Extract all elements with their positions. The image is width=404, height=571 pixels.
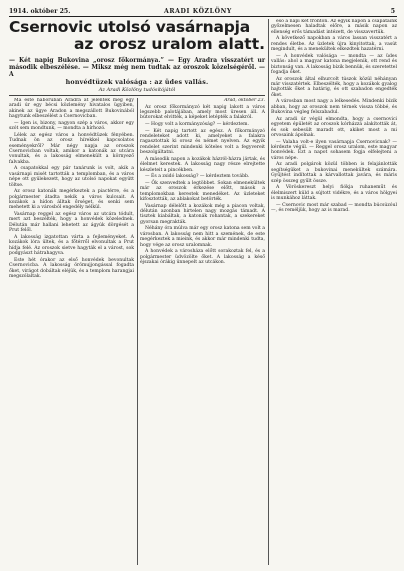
article-paragraph: Az orosz katonák megérkeztek a piactérre, és a polgármester átadta nekik a város kulcsait. A kozákok a hídon álltak őrséget, és senki sem mehetett ki a városból engedély nélkül. [9,189,134,211]
article-paragraph: A csapatokkal egy pár tanárunk is volt, akik a vasárnapi misét tartották a templomban, és a város népe ott gyülekezett, hogy az utolsó napokat együtt töltse. [9,166,134,188]
article-paragraph: — Hogy volt a kormányzóság? — kérdeztem. [145,122,249,127]
column-2 [140,98,265,565]
article-paragraph: — Valaha volt-e ilyen vasárnapja Csernovicnak? — kérdezte végül. — Reggel orosz uralom, este magyar honvédek. Ezt a napot sohasem fogja elfelejteni a város népe. [271,139,397,161]
article-headline [9,19,265,53]
article-paragraph: Ma este háborúban Aradra át jelentek meg egy aradi úr egy bécsi közlemény hivatalos ügyiben, akinek az ügye Aradon a megszállott Bukovinából hagytunk elbeszélést a Csernovicban. [9,98,134,120]
article-paragraph: A városban most nagy a lelkesedés. Mindenki bízik abban, hogy az oroszok nem térnek vissza többé, és Bukovina végleg felszabadul. [271,99,397,116]
column-rule-1 [137,98,138,565]
article-lede-sub: honvédtüzek valósága : az üdes vallás. [65,79,209,86]
article-paragraph: Néhány óra múlva már egy orosz katona sem volt a városban. A lakosság nem hitt a szemének, de este megérkeztek a mieink, és akkor már mindenki tudta, hogy vége az orosz uralomnak. [140,226,265,248]
column-rule-2 [268,19,269,565]
article-paragraph: A lakosság izgatottan várta a fejleményeket. A kozákok lóra ültek, és a főtérről elvonultak a Prut hídja felé. Az oroszok sietve hagyták el a várost, sok podgyászt hátrahagyva. [9,234,134,257]
issue-date: 1914. október 25. [9,8,71,15]
article-byline: Az Aradi Közlöny tudósítójától [98,87,176,93]
article-paragraph: — A honvédek valósága — mondta — az üdes vallás: ahol a magyar katona megjelenik, ott rend és biztonság van. A lakosság bízik bennük, és szeretettel fogadja őket. [271,53,397,76]
headline-rule [9,95,265,96]
newspaper-page [9,7,397,565]
article-paragraph: A Vöröskereszt helyi fiókja ruhaneműt és élelmiszert küld a sújtott vidékre, és a város hölgyei is munkához láttak. [271,185,397,202]
article-paragraph: A következő napokban a város lassan visszatért a rendes életbe. Az üzletek újra kinyitottak, a vasút megindult, és a menekültek elkezdtek hazatérni. [271,36,397,53]
article-paragraph: — Igen is, bizony, nagyon szép a város, akkor egy szót sem mondtunk, — mondta a hírhozó. [9,120,134,132]
running-head [9,7,397,17]
article-paragraph: Lélek az egész város a honvédtüzek fényében. Tudnak ön az orosz hírekkel kapcsolatos eseményekről? Már négy napja az oroszok Csernovicban voltak, amikor a katonák az utcára vonultak, és a lakosság elmenekült a környező falvakba. [9,132,134,165]
article-paragraph: A második napon a kozákok házról-házra jártak, és élelmet kerestek. A lakosság nagy része elrejtette készleteit a pincékben. [140,156,265,173]
article-paragraph: Az oroszok által elhurcolt túszok közül néhányan már visszatértek. Elbeszélték, hogy a kozákok gyalog hajtották őket a határig, és ott szabadon engedték őket. [271,76,397,98]
article-paragraph: Este hét órakor az első honvédek bevonultak Csernovicba. A lakosság örömujjongással fogadta őket, virágot dobáltak eléjük, és a templom harangjai megszólaltak. [9,257,134,279]
article-dateline: Arad, október 23. [224,98,265,103]
newspaper-title: ARADI KÖZLÖNY [164,8,232,15]
column-3 [271,19,397,565]
article-paragraph: Az orosz főkormányzó két napig lakott a város legszebb palotájában, amely most üresen áll. A bútorokat elvitték, a képeket letépték a falakról. [140,104,265,121]
headline-line-1: Csernovic utolsó vasárnapja [9,18,250,36]
article-paragraph: Az aradi polgárok közül többen is felajánlották segítségüket a bukovinai menekültek számára. Gyűjtést indítottak a kárvallottak javára, és máris szép összeg gyűlt össze. [271,162,397,184]
article-paragraph: Vasárnap délelőtt a kozákok még a piacon voltak, délután azonban hirtelen nagy mozgás támadt. A tisztek kiabáltak, a katonák rohantak, a szekereket gyorsan megrakták. [140,203,265,225]
page-number: 5 [390,8,395,15]
article-paragraph: — És a zsidó lakosság? — kérdeztem tovább. [145,174,250,180]
article-paragraph: — Két napig tartott az egész. A főkormányzó rendeleteket adott ki, amelyeket a falakra ragasztottak ki orosz és német nyelven. Az egyik rendelet szerint mindenki köteles volt a fegyvereit beszolgáltatni. [140,128,265,156]
article-paragraph: A honvédek a városháza előtt sorakoztak fel, és a polgármester üdvözölte őket. A lakosság a késő éjszakai órákig ünnepelt az utcákon. [140,249,265,266]
article-lede: — Két napig Bukovina „orosz főkormánya.” — Egy Aradra visszatért ur második elbeszélése. — Miksz még nem tudtak az oroszok közelségéről. — A [9,57,265,79]
headline-line-2: az orosz uralom alatt. [73,35,265,53]
article-paragraph: — Csernovic most már szabad — mondta búcsúzóul —, és reméljük, hogy az is marad. [271,202,397,214]
article-paragraph: — Ők szenvedtek a legtöbbet. Sokan elmenekültek már az oroszok érkezése előtt, mások a templomokban kerestek menedéket. Az üzleteket kifosztották, az ablakokat betörték. [140,180,265,203]
column-1 [9,98,134,565]
article-paragraph: eső a napi két fronton. Az egyik napon a csapataink győzelmesen haladtak előre, a másik napon az ellenség erős támadást intézett, de visszavertük. [271,19,397,35]
article-paragraph: Az aradi úr végül elmondta, hogy a csernovici egyetem épületét az oroszok kórházzá alakították át, és sok sebesült maradt ott, akiket most a mi orvosaink ápolnak. [271,116,397,139]
article-paragraph: Vasárnap reggel az egész város az utcára tódult, mert azt beszélték, hogy a honvédek közelednek. Délután már hallani lehetett az ágyúk dörgését a Prut felől. [9,212,134,234]
